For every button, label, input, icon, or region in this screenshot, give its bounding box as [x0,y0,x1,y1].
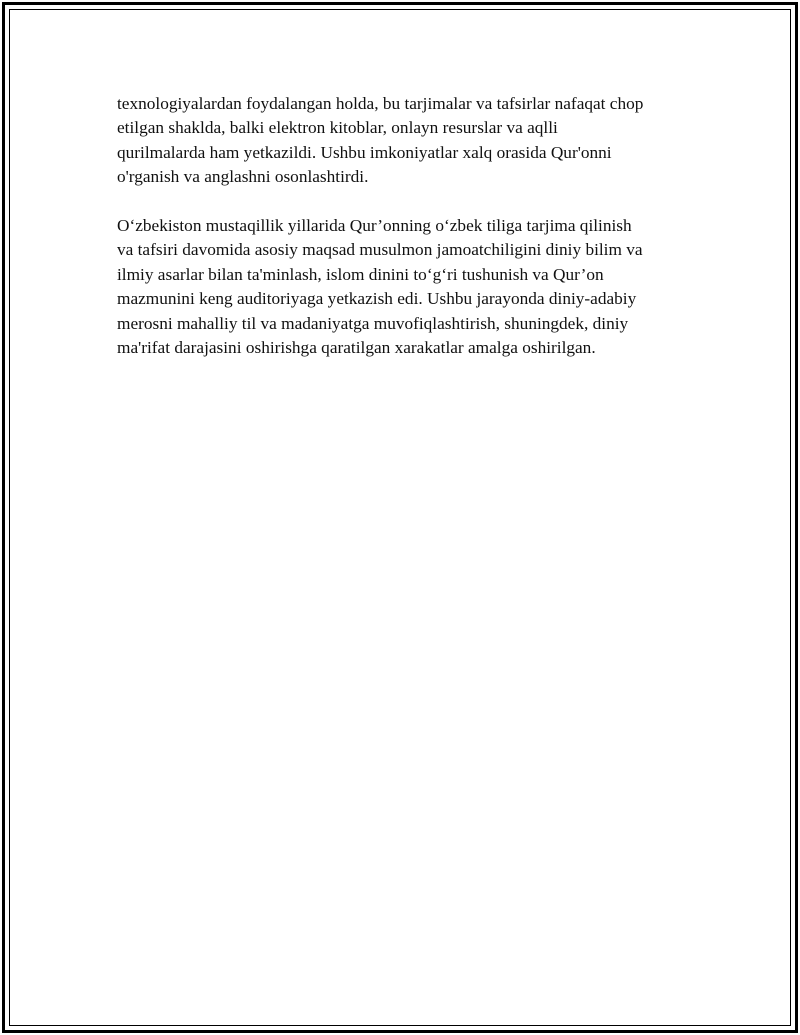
text-line: merosni mahalliy til va madaniyatga muvofiqlashtirish, shuningdek, diniy [117,313,629,333]
text-line: o'rganish va anglashni osonlashtirdi. [117,167,369,187]
text-line: qurilmalarda ham yetkazildi. Ushbu imkoniyatlar xalq orasida Qur'onni [117,142,612,162]
text-line: etilgan shaklda, balki elektron kitoblar, onlayn resurslar va aqlli [117,118,558,138]
text-line: mazmunini keng auditoriyaga yetkazish edi. Ushbu jarayonda diniy-adabiy [117,289,637,309]
text-line: ilmiy asarlar bilan ta'minlash, islom dinini to‘g‘ri tushunish va Qur’on [117,264,604,284]
text-line: ma'rifat darajasini oshirishga qaratilgan xarakatlar amalga oshirilgan. [117,338,596,358]
document-body [117,92,702,385]
text-line: texnologiyalardan foydalangan holda, bu tarjimalar va tafsirlar nafaqat chop [117,94,644,113]
paragraph-technology [117,92,702,190]
text-line: va tafsiri davomida asosiy maqsad musulmon jamoatchiligini diniy bilim va [117,240,643,260]
paragraph-independence [117,214,702,360]
text-line: O‘zbekiston mustaqillik yillarida Qur’onning o‘zbek tiliga tarjima qilinish [117,216,632,236]
